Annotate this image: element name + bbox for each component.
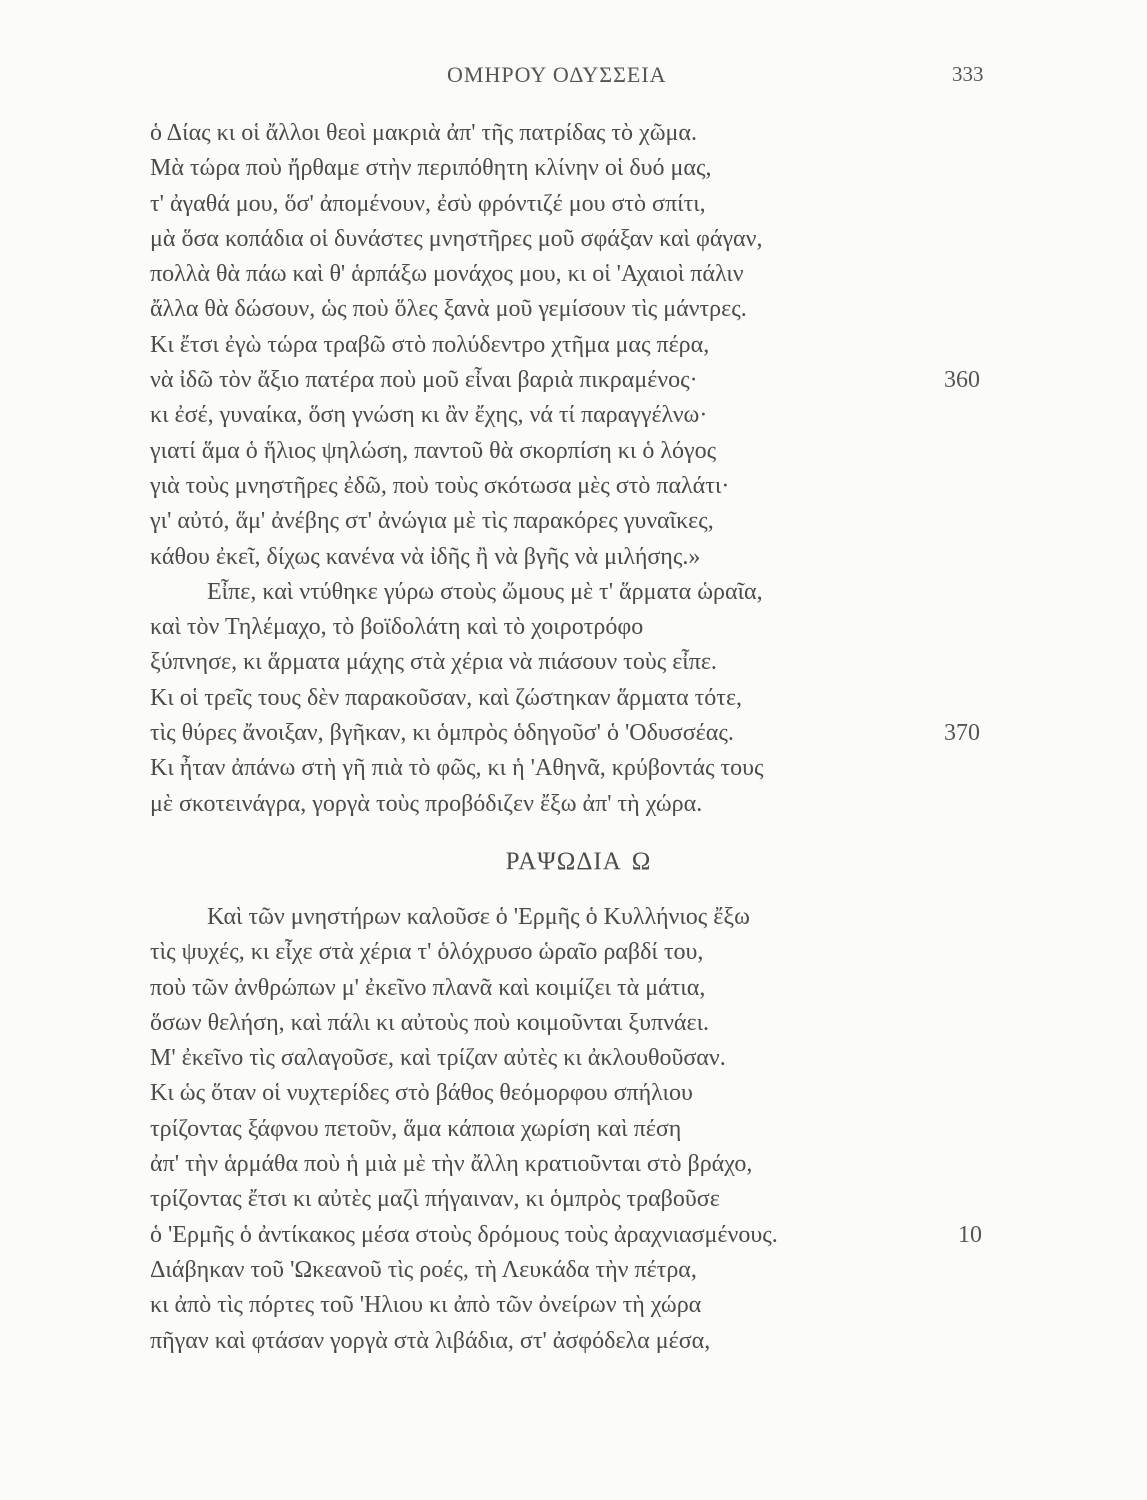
verse-text: Διάβηκαν τοῦ 'Ωκεανοῦ τὶς ροές, τὴ Λευκάδα τὴν πέτρα, — [150, 1256, 697, 1283]
verse-text: γιὰ τοὺς μνηστῆρες ἐδῶ, ποὺ τοὺς σκότωσα μὲς στὸ παλάτι· — [150, 472, 730, 499]
verse-text: κάθου ἐκεῖ, δίχως κανένα νὰ ἰδῆς ἢ νὰ βγῆς νὰ μιλήσης.» — [150, 543, 701, 570]
verse-text: ποὺ τῶν ἀνθρώπων μ' ἐκεῖνο πλανᾶ καὶ κοιμίζει τὰ μάτια, — [150, 974, 706, 1001]
verse-line — [0, 187, 1147, 222]
verse-text: Κι ὡς ὅταν οἱ νυχτερίδες στὸ βάθος θεόμορφου σπήλιου — [150, 1080, 693, 1107]
verse-text: τρίζοντας ἔτσι κι αὐτὲς μαζὶ πήγαιναν, κι ὁμπρὸς τραβοῦσε — [150, 1186, 720, 1213]
verse-text: γιατί ἅμα ὁ ἥλιος ψηλώση, παντοῦ θὰ σκορπίση κι ὁ λόγος — [150, 437, 717, 464]
verse-text: ἀπ' τὴν ἁρμάθα ποὺ ἡ μιὰ μὲ τὴν ἄλλη κρατιοῦνται στὸ βράχο, — [150, 1151, 753, 1178]
verse-line — [0, 328, 1147, 363]
verse-line — [0, 434, 1147, 469]
verse-text: Μ' ἐκεῖνο τὶς σαλαγοῦσε, καὶ τρίζαν αὐτὲς κι ἀκλουθοῦσαν. — [150, 1045, 726, 1072]
verse-line — [0, 222, 1147, 257]
verse-text: τὶς θύρες ἄνοιξαν, βγῆκαν, κι ὁμπρὸς ὁδηγοῦσ' ὁ 'Οδυσσέας. — [150, 720, 734, 747]
verse-text: τὶς ψυχές, κι εἶχε στὰ χέρια τ' ὁλόχρυσο ὡραῖο ραβδί του, — [150, 939, 704, 966]
verse-line — [0, 935, 1147, 970]
verse-block-book-24 — [0, 900, 1147, 1359]
verse-text: ξύπνησε, κι ἅρματα μάχης στὰ χέρια νὰ πιάσουν τοὺς εἶπε. — [150, 649, 717, 676]
verse-text: ὅσων θελήση, καὶ πάλι κι αὐτοὺς ποὺ κοιμοῦνται ξυπνάει. — [150, 1009, 710, 1036]
verse-text: Μὰ τώρα ποὺ ἤρθαμε στὴν περιπόθητη κλίνην οἱ δυό μας, — [150, 155, 712, 182]
verse-line — [0, 540, 1147, 575]
verse-line — [0, 1006, 1147, 1041]
verse-block-end-of-book-23 — [0, 116, 1147, 822]
verse-line — [0, 151, 1147, 186]
verse-line — [0, 610, 1147, 645]
line-number: 370 — [944, 720, 980, 747]
verse-line — [0, 116, 1147, 151]
verse-line — [0, 971, 1147, 1006]
verse-text: ἄλλα θὰ δώσουν, ὡς ποὺ ὅλες ξανὰ μοῦ γεμίσουν τὶς μάντρες. — [150, 296, 747, 323]
verse-text: καὶ τὸν Τηλέμαχο, τὸ βοϊδολάτη καὶ τὸ χοιροτρόφο — [150, 614, 644, 641]
verse-line — [0, 398, 1147, 433]
verse-line — [0, 363, 1147, 398]
verse-text: πῆγαν καὶ φτάσαν γοργὰ στὰ λιβάδια, στ' ἀσφόδελα μέσα, — [150, 1327, 711, 1354]
verse-text: ὁ 'Ερμῆς ὁ ἀντίκακος μέσα στοὺς δρόμους τοὺς ἀραχνιασμένους. — [150, 1221, 778, 1248]
verse-text: πολλὰ θὰ πάω καὶ θ' ἁρπάξω μονάχος μου, κι οἱ 'Αχαιοὶ πάλιν — [150, 261, 744, 288]
verse-line — [0, 1112, 1147, 1147]
section-title-letter: Ω — [631, 848, 652, 875]
verse-line — [0, 292, 1147, 327]
verse-line — [0, 1253, 1147, 1288]
verse-line — [0, 1182, 1147, 1217]
verse-text: μὰ ὅσα κοπάδια οἱ δυνάστες μνηστῆρες μοῦ σφάξαν καὶ φάγαν, — [150, 225, 763, 252]
verse-line — [0, 504, 1147, 539]
verse-text: Κι οἱ τρεῖς τους δὲν παρακοῦσαν, καὶ ζώστηκαν ἅρματα τότε, — [150, 684, 743, 711]
verse-line — [0, 751, 1147, 786]
section-title-word: ΡΑΨΩΔΙΑ — [505, 848, 622, 875]
page-number: 333 — [952, 62, 984, 86]
verse-text: τρίζοντας ξάφνου πετοῦν, ἅμα κάποια χωρίση καὶ πέση — [150, 1115, 682, 1142]
verse-line — [0, 1218, 1147, 1253]
verse-line — [0, 1076, 1147, 1111]
line-number: 10 — [958, 1221, 982, 1248]
verse-text: Εἶπε, καὶ ντύθηκε γύρω στοὺς ὤμους μὲ τ' ἅρματα ὡραῖα, — [207, 578, 763, 605]
verse-text: Κι ἦταν ἀπάνω στὴ γῆ πιὰ τὸ φῶς, κι ἡ 'Αθηνᾶ, κρύβοντάς τους — [150, 755, 764, 782]
verse-line — [0, 469, 1147, 504]
running-title: ΟΜΗΡΟΥ ΟΔΥΣΣΕΙΑ — [447, 62, 667, 87]
verse-line — [0, 716, 1147, 751]
verse-text: Κι ἔτσι ἐγὼ τώρα τραβῶ στὸ πολύδεντρο χτῆμα μας πέρα, — [150, 331, 710, 358]
section-title — [0, 848, 1147, 876]
verse-text: κι ἐσέ, γυναίκα, ὅση γνώση κι ἂν ἔχης, νά τί παραγγέλνω· — [150, 402, 708, 429]
verse-text: μὲ σκοτεινάγρα, γοργὰ τοὺς προβόδιζεν ἔξω ἀπ' τὴ χώρα. — [150, 790, 703, 817]
verse-text: ὁ Δίας κι οἱ ἄλλοι θεοὶ μακριὰ ἀπ' τῆς πατρίδας τὸ χῶμα. — [150, 120, 697, 146]
verse-text: γι' αὐτό, ἅμ' ἀνέβης στ' ἀνώγια μὲ τὶς παρακόρες γυναῖκες, — [150, 508, 714, 535]
verse-line — [0, 681, 1147, 716]
verse-line — [0, 900, 1147, 935]
verse-line — [0, 1041, 1147, 1076]
verse-text: νὰ ἰδῶ τὸν ἄξιο πατέρα ποὺ μοῦ εἶναι βαριὰ πικραμένος· — [150, 367, 698, 394]
verse-line — [0, 1324, 1147, 1359]
running-head — [0, 62, 1147, 90]
verse-text: κι ἀπὸ τὶς πόρτες τοῦ 'Ηλιου κι ἀπὸ τῶν ὀνείρων τὴ χώρα — [150, 1292, 702, 1319]
verse-line — [0, 1147, 1147, 1182]
verse-line — [0, 1288, 1147, 1323]
verse-line — [0, 575, 1147, 610]
verse-text: Καὶ τῶν μνηστήρων καλοῦσε ὁ 'Ερμῆς ὁ Κυλλήνιος ἔξω — [207, 904, 750, 930]
verse-line — [0, 787, 1147, 822]
verse-text: τ' ἀγαθά μου, ὅσ' ἀπομένουν, ἐσὺ φρόντιζέ μου στὸ σπίτι, — [150, 190, 706, 217]
verse-line — [0, 257, 1147, 292]
verse-line — [0, 645, 1147, 680]
line-number: 360 — [944, 367, 980, 394]
